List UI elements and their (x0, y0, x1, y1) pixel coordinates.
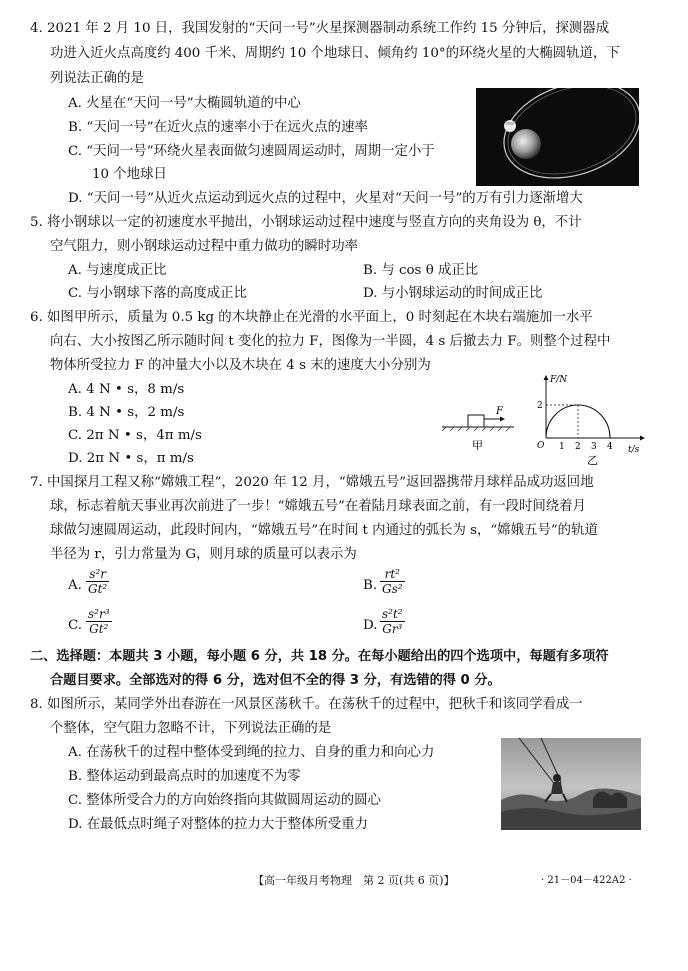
q7-option-b-num: rt² (384, 567, 400, 581)
q6-option-c: C. 2π N • s，4π m/s (68, 428, 202, 443)
y-axis-label: F/N (550, 375, 568, 385)
q7-option-a-num: s²r (89, 567, 106, 581)
q5-option-a: A. 与速度成正比 (68, 263, 167, 278)
q4-option-b: B. “天问一号”在近火点的速率小于在远火点的速率 (68, 120, 368, 135)
q7-option-c-fraction (86, 607, 112, 636)
swing-photo (501, 738, 641, 830)
q7-option-c-label: C. (68, 618, 83, 633)
q7-option-c-den: Gt² (86, 621, 112, 636)
q5-option-b: B. 与 cos θ 成正比 (363, 263, 479, 278)
q4-option-c-cont: 10 个地球日 (92, 167, 167, 182)
figure-jia-caption: 甲 (472, 439, 483, 452)
figure-yi (528, 372, 648, 472)
q7-option-d-den: Gr³ (380, 621, 405, 636)
q7-line-4: 半径为 r，引力常量为 G，则月球的质量可以表示为 (50, 547, 357, 562)
origin-label: O (537, 441, 545, 451)
q4-line-2: 功进入近火点高度约 400 千米、周期约 10 个地球日、倾角约 10°的环绕火星的大椭圆轨道，下 (50, 46, 620, 61)
q6-option-d: D. 2π N • s，π m/s (68, 451, 194, 466)
q4-option-a: A. 火星在“天问一号”大椭圆轨道的中心 (68, 96, 301, 111)
q6-line-1: 6. 如图甲所示，质量为 0.5 kg 的木块静止在光滑的水平面上，0 时刻起在木块右端施加一水平 (30, 310, 593, 325)
q8-option-c: C. 整体所受合力的方向始终指向其做圆周运动的圆心 (68, 793, 381, 808)
q7-line-2: 球，标志着航天事业再次前进了一步！“嫦娥五号”在着陆月球表面之前，有一段时间绕着月 (50, 499, 586, 514)
figure-yi-caption: 乙 (587, 454, 598, 467)
q7-option-a-label: A. (68, 578, 82, 593)
section-2-line-1: 二、选择题：本题共 3 小题，每小题 6 分，共 18 分。在每小题给出的四个选项中，每题有多项符 (30, 649, 609, 664)
x-tick-4: 4 (607, 442, 613, 452)
q5-line-1: 5. 将小钢球以一定的初速度水平抛出，小钢球运动过程中速度与竖直方向的夹角设为 θ，不计 (30, 215, 582, 230)
y-tick-2: 2 (537, 401, 543, 411)
q5-option-d: D. 与小钢球运动的时间成正比 (363, 286, 543, 301)
q4-option-c: C. “天问一号”环绕火星表面做匀速圆周运动时，周期一定小于 (68, 144, 435, 159)
mars-orbit-image (476, 88, 639, 186)
q8-option-d: D. 在最低点时绳子对整体的拉力大于整体所受重力 (68, 817, 368, 832)
q8-option-a: A. 在荡秋千的过程中整体受到绳的拉力、自身的重力和向心力 (68, 745, 435, 760)
q7-option-d-num: s²t² (382, 607, 403, 621)
q6-option-a: A. 4 N • s，8 m/s (68, 382, 185, 397)
q7-option-c-num: s²r³ (88, 607, 110, 621)
q4-line-1: 4. 2021 年 2 月 10 日，我国发射的“天问一号”火星探测器制动系统工作约 15 分钟后，探测器成 (30, 21, 610, 36)
q7-option-a-den: Gt² (88, 582, 108, 596)
q7-option-b-den: Gs² (382, 582, 403, 596)
q7-option-a-fraction (86, 567, 109, 596)
q7-option-d-label: D. (363, 618, 378, 633)
q6-line-2: 向右、大小按图乙所示随时间 t 变化的拉力 F，图像为一半圆，4 s 后撤去力 F。则整个过程中 (50, 334, 611, 349)
x-tick-2: 2 (575, 442, 581, 452)
x-tick-3: 3 (591, 442, 597, 452)
q6-option-b: B. 4 N • s，2 m/s (68, 405, 185, 420)
q4-option-d: D. “天问一号”从近火点运动到远火点的过程中，火星对“天问一号”的万有引力逐渐增大 (68, 191, 583, 206)
q7-option-b-fraction (380, 567, 405, 596)
q8-line-2: 个整体，空气阻力忽略不计，下列说法正确的是 (50, 721, 332, 736)
q8-line-1: 8. 如图所示，某同学外出春游在一风景区荡秋千。在荡秋千的过程中，把秋千和该同学看成一 (30, 697, 583, 712)
section-2-line-2: 合题目要求。全部选对的得 6 分，选对但不全的得 3 分，有选错的得 0 分。 (50, 673, 501, 688)
x-tick-1: 1 (559, 442, 565, 452)
q5-option-c: C. 与小钢球下落的高度成正比 (68, 286, 247, 301)
q4-line-3: 列说法正确的是 (50, 71, 144, 86)
q6-line-3: 物体所受拉力 F 的冲量大小以及木块在 4 s 末的速度大小分别为 (50, 358, 431, 373)
paper-code: · 21－04－422A2 · (541, 875, 632, 886)
q8-option-b: B. 整体运动到最高点时的加速度不为零 (68, 769, 301, 784)
page-footer: 【高一年级月考物理 第 2 页(共 6 页)】 (253, 874, 455, 887)
q7-line-1: 7. 中国探月工程又称“嫦娥工程”，2020 年 12 月，“嫦娥五号”返回器携带月球样品成功返回地 (30, 475, 594, 490)
x-axis-label: t/s (628, 445, 640, 455)
q7-option-b-label: B. (363, 578, 378, 593)
q7-line-3: 球做匀速圆周运动，此段时间内，“嫦娥五号”在时间 t 内通过的弧长为 s，“嫦娥五号”的轨道 (50, 523, 598, 538)
force-label: F (496, 406, 503, 417)
q5-line-2: 空气阻力，则小钢球运动过程中重力做功的瞬时功率 (50, 239, 358, 254)
q7-option-d-fraction (380, 607, 405, 636)
figure-jia (438, 400, 518, 452)
